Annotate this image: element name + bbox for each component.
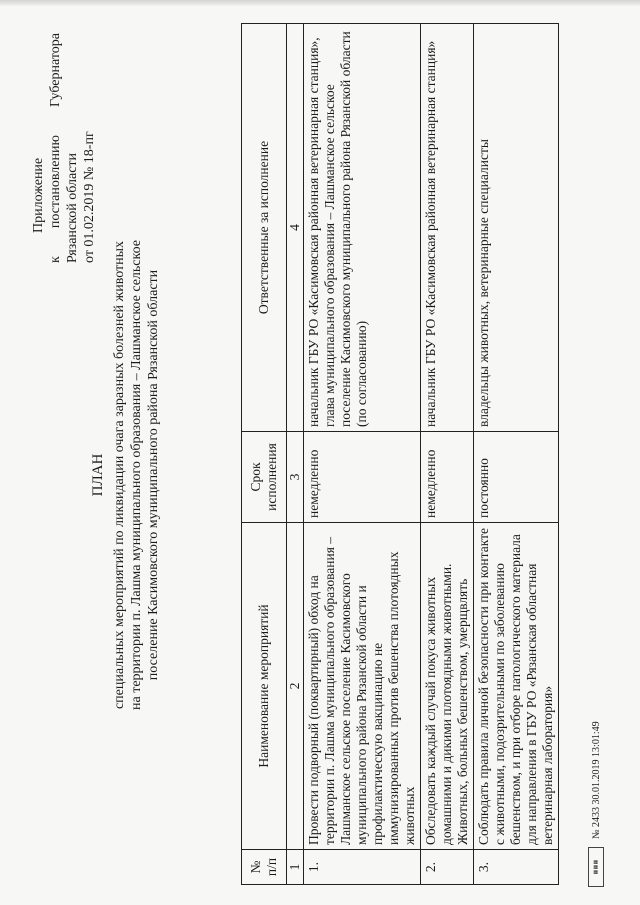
stamp-logo-icon: ▦▦▦ bbox=[588, 847, 604, 887]
index-cell: 4 bbox=[287, 24, 304, 432]
appendix-block bbox=[30, 33, 98, 263]
appendix-word: Приложение bbox=[31, 157, 46, 233]
row-term: постоянно bbox=[474, 432, 559, 523]
row-num: 1. bbox=[304, 850, 421, 885]
plan-subtitle-2: на территории п. Лашма муниципального образования – Лашманское сельское bbox=[129, 240, 144, 710]
row-name: Соблюдать правила личной безопасности при контакте с животными, подозрительными по заболеванию бешенством, и при отборе патологического материала для направления в ГБУ РО «Рязанская областная ветеринарная лаборатория» bbox=[474, 523, 559, 850]
appendix-region: Рязанской области bbox=[65, 152, 80, 263]
header-responsible: Ответственные за исполнение bbox=[242, 24, 287, 432]
row-responsible: начальник ГБУ РО «Касимовская районная ветеринарная станция» bbox=[421, 24, 474, 432]
appendix-decree: постановлению bbox=[48, 135, 63, 229]
table-index-row bbox=[287, 24, 304, 885]
index-cell: 2 bbox=[287, 523, 304, 850]
row-num: 2. bbox=[421, 850, 474, 885]
plan-table bbox=[241, 23, 559, 885]
row-responsible: владельцы животных, ветеринарные специалисты bbox=[474, 24, 559, 432]
table-row bbox=[421, 24, 474, 885]
header-term: Срок исполнения bbox=[242, 432, 287, 523]
index-cell: 1 bbox=[287, 850, 304, 885]
table-header-row bbox=[242, 24, 287, 885]
plan-title-block bbox=[90, 195, 162, 755]
plan-subtitle-1: специальных мероприятий по ликвидации очага заразных болезней животных bbox=[112, 240, 127, 710]
appendix-line bbox=[47, 33, 64, 263]
header-num: № п/п bbox=[242, 850, 287, 885]
row-name: Провести подворный (поквартирный) обход на территории п. Лашма муниципального образования – Лашманское сельское поселение Касимовского муниципального района Рязанской области и профилактическую вакцинацию не иммунизированных против бешенства плотоядных животных bbox=[304, 523, 421, 850]
appendix-governor: Губернатора bbox=[48, 33, 63, 108]
registration-stamp bbox=[588, 721, 604, 887]
row-responsible: начальник ГБУ РО «Касимовская районная ветеринарная станция», глава муниципального образования – Лашманское сельское поселение Касимовского муниципального района Рязанской области (по согласованию) bbox=[304, 24, 421, 432]
row-num: 3. bbox=[474, 850, 559, 885]
plan-subtitle-3: поселение Касимовского муниципального района Рязанской области bbox=[146, 269, 161, 681]
stamp-text: № 2433 30.01.2019 13:01:49 bbox=[590, 721, 602, 839]
row-term: немедленно bbox=[421, 432, 474, 523]
table-row bbox=[304, 24, 421, 885]
row-name: Обследовать каждый случай покуса животных домашними и дикими плотоядными животными. Животных, больных бешенством, умерщвлять bbox=[421, 523, 474, 850]
plan-title: ПЛАН bbox=[90, 453, 106, 497]
row-term: немедленно bbox=[304, 432, 421, 523]
table-row bbox=[474, 24, 559, 885]
header-name: Наименование мероприятий bbox=[242, 523, 287, 850]
index-cell: 3 bbox=[287, 432, 304, 523]
appendix-to: к bbox=[48, 256, 63, 263]
appendix-date: от 01.02.2019 № 18-пг bbox=[82, 131, 97, 263]
